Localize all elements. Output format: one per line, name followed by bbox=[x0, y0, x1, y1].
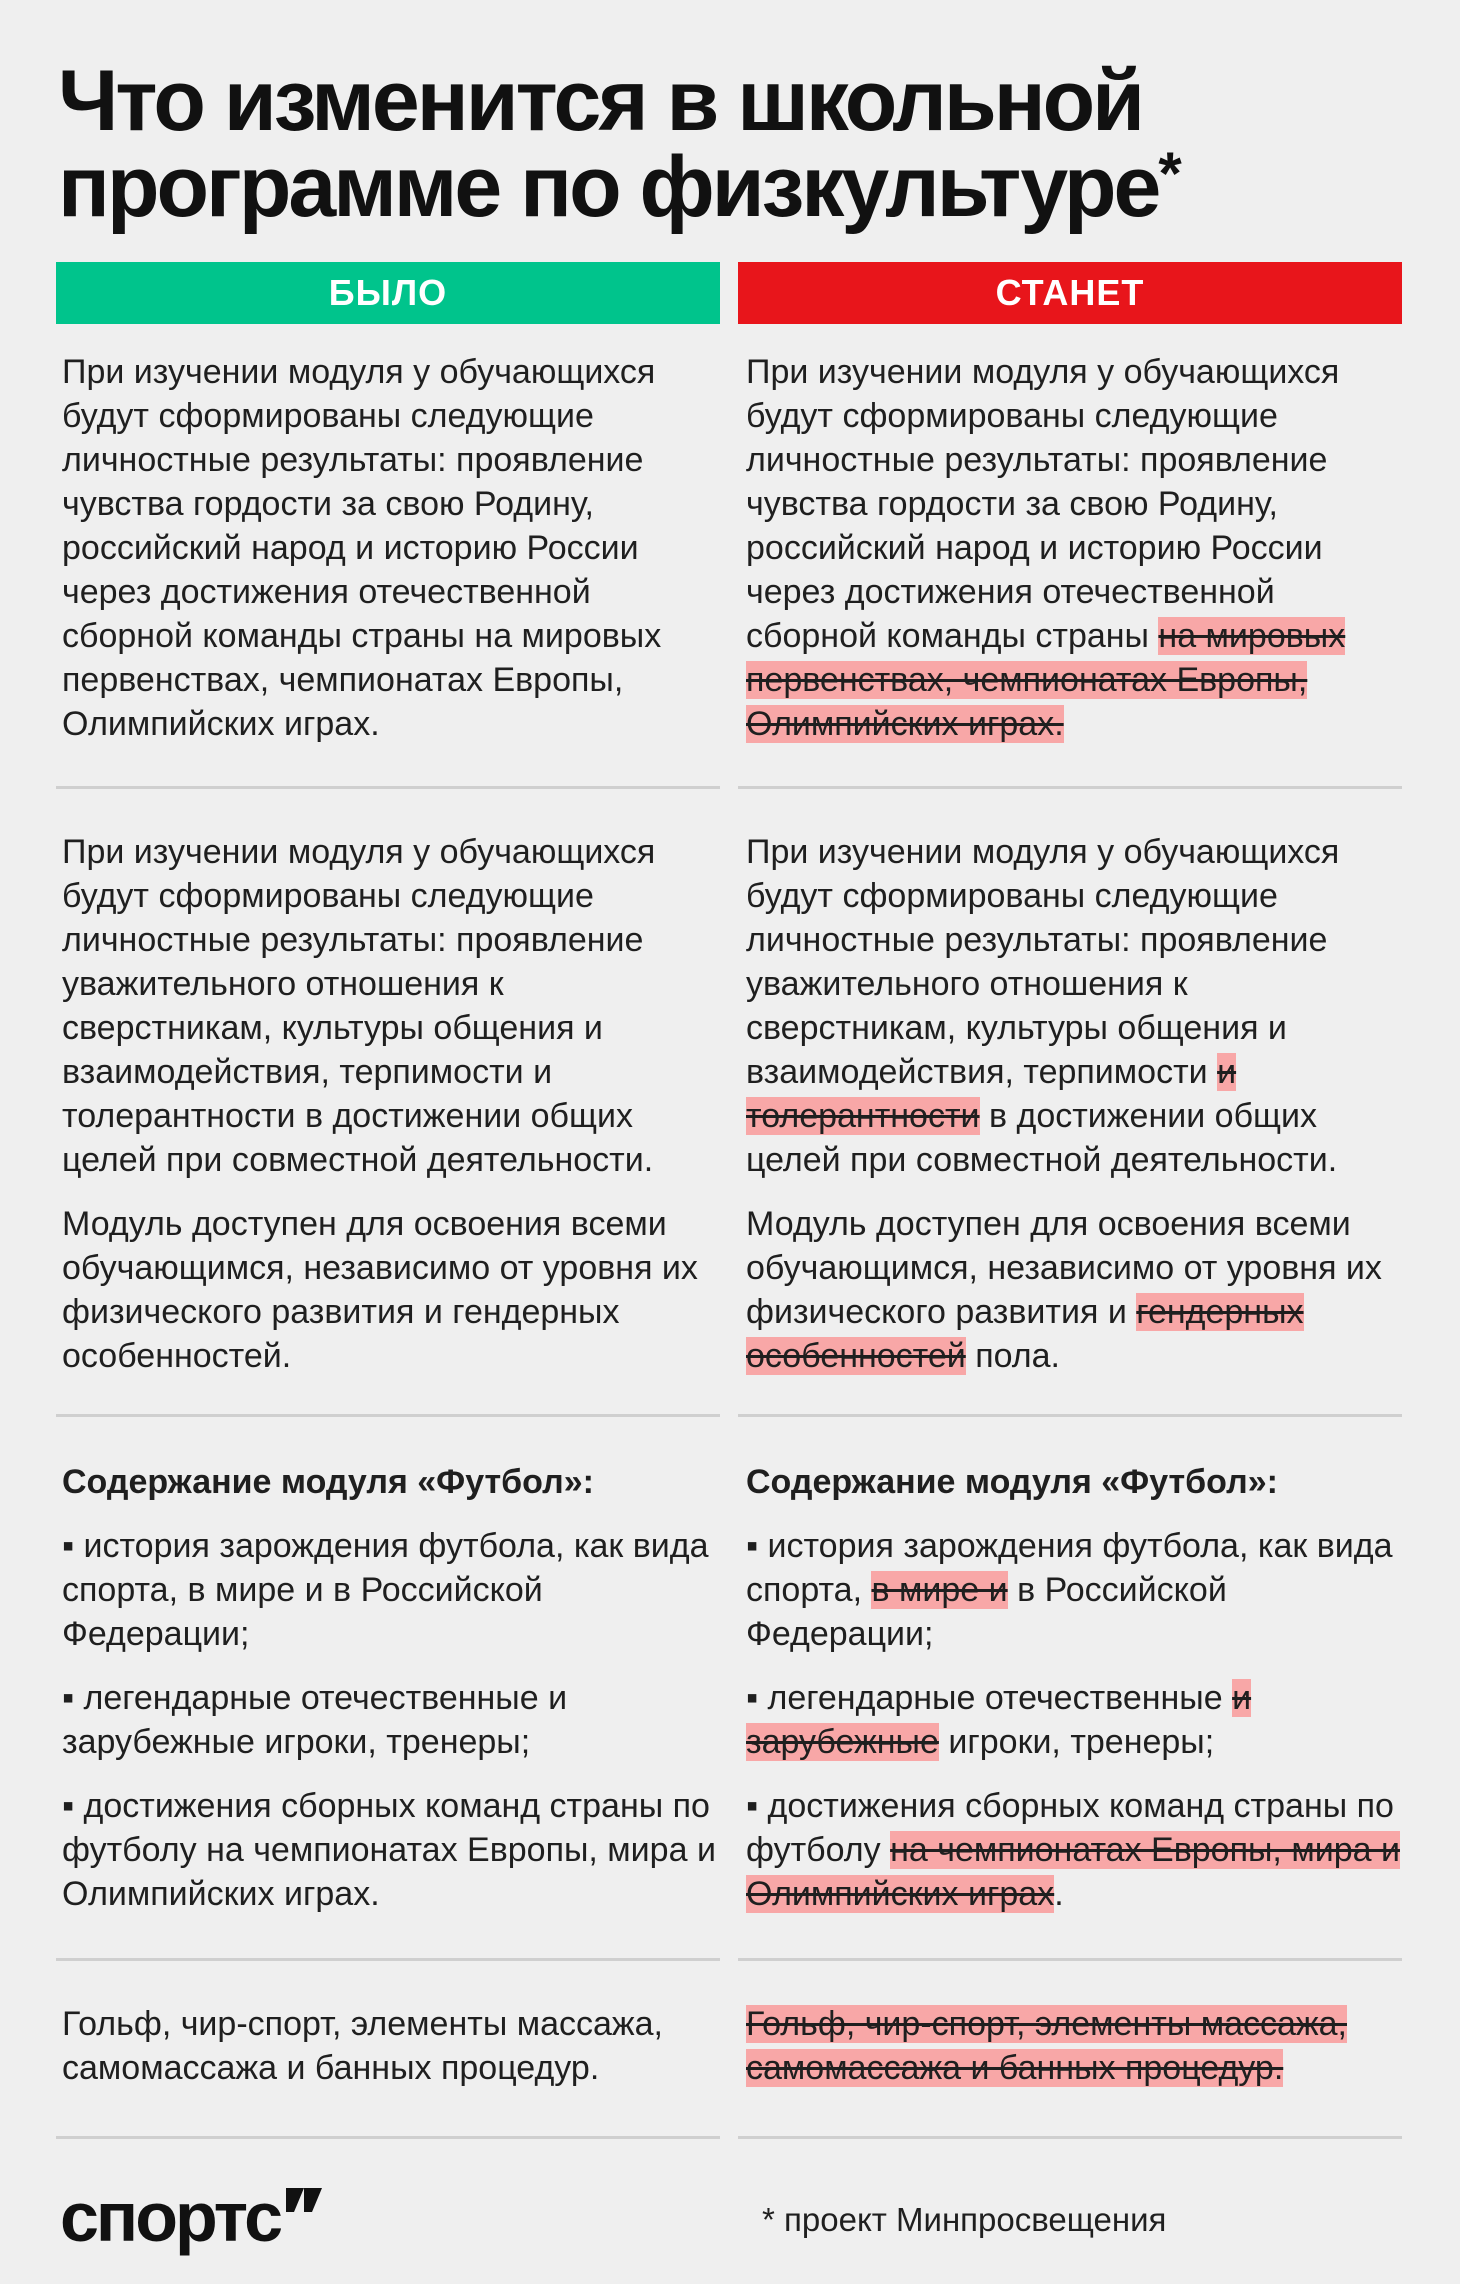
list-item: ▪ история зарождения футбола, как вида спорта, в мире и в Российской Федерации; bbox=[746, 1527, 1393, 1653]
section-4-after bbox=[746, 2002, 1406, 2090]
deleted-text: на чемпионатах Европы, мира и Олимпийских играх bbox=[746, 1831, 1400, 1913]
divider bbox=[738, 1958, 1402, 1961]
module-heading: Содержание модуля «Футбол»: bbox=[62, 1463, 594, 1501]
divider bbox=[738, 2136, 1402, 2139]
page-title bbox=[58, 53, 1438, 235]
logo-quote-icon bbox=[282, 2182, 324, 2226]
divider bbox=[56, 2136, 720, 2139]
deleted-text: Гольф, чир-спорт, элементы массажа, самомассажа и банных процедур. bbox=[746, 2005, 1347, 2087]
divider bbox=[738, 1414, 1402, 1417]
module-heading: Содержание модуля «Футбол»: bbox=[746, 1463, 1278, 1501]
divider bbox=[738, 786, 1402, 789]
paragraph: При изучении модуля у обучающихся будут сформированы следующие личностные результаты: проявление уважительного отношения к сверстникам, культуры общения и взаимодействия, терпимости и толерантности в достижении общих целей при совместной деятельности. bbox=[62, 833, 656, 1179]
list-item: ▪ достижения сборных команд страны по футболу на чемпионатах Европы, мира и Олимпийских играх. bbox=[62, 1787, 716, 1913]
header-after: СТАНЕТ bbox=[738, 262, 1402, 324]
paragraph: При изучении модуля у обучающихся будут сформированы следующие личностные результаты: проявление чувства гордости за свою Родину, российский народ и историю России через достижения отечественной сборной команды страны на мировых первенствах, чемпионатах Европы, Олимпийских играх. bbox=[746, 353, 1346, 743]
paragraph: Модуль доступен для освоения всеми обучающимся, независимо от уровня их физического развития и гендерных особенностей пола. bbox=[746, 1205, 1382, 1375]
list-item: ▪ легендарные отечественные и зарубежные игроки, тренеры; bbox=[62, 1679, 568, 1761]
deleted-text: гендерных особенностей bbox=[746, 1293, 1304, 1375]
paragraph bbox=[746, 2002, 1406, 2090]
deleted-text: и зарубежные bbox=[746, 1679, 1252, 1761]
section-2-before bbox=[62, 830, 722, 1378]
paragraph: Гольф, чир-спорт, элементы массажа, самомассажа и банных процедур. bbox=[62, 2005, 663, 2087]
paragraph: При изучении модуля у обучающихся будут сформированы следующие личностные результаты: проявление уважительного отношения к сверстникам, культуры общения и взаимодействия, терпимости и толерантности в достижении общих целей при совместной деятельности. bbox=[746, 833, 1340, 1179]
divider bbox=[56, 1958, 720, 1961]
section-3-after bbox=[746, 1460, 1406, 1916]
title-asterisk: * bbox=[1158, 140, 1179, 207]
paragraph: Модуль доступен для освоения всеми обучающимся, независимо от уровня их физического развития и гендерных особенностей. bbox=[62, 1205, 698, 1375]
deleted-text: и толерантности bbox=[746, 1053, 1237, 1135]
section-4-before bbox=[62, 2002, 722, 2090]
paragraph: При изучении модуля у обучающихся будут сформированы следующие личностные результаты: проявление чувства гордости за свою Родину, российский народ и историю России через достижения отечественной сборной команды страны на мировых первенствах, чемпионатах Европы, Олимпийских играх. bbox=[62, 353, 662, 743]
sports-logo: спортс bbox=[60, 2182, 324, 2252]
list-item: ▪ достижения сборных команд страны по футболу на чемпионатах Европы, мира и Олимпийских играх. bbox=[746, 1787, 1400, 1913]
divider bbox=[56, 1414, 720, 1417]
list-item: ▪ легендарные отечественные и зарубежные игроки, тренеры; bbox=[746, 1679, 1252, 1761]
list-item: ▪ история зарождения футбола, как вида спорта, в мире и в Российской Федерации; bbox=[62, 1527, 709, 1653]
title-line-2: программе по физкультуре bbox=[58, 139, 1159, 235]
header-before: БЫЛО bbox=[56, 262, 720, 324]
section-3-before bbox=[62, 1460, 722, 1916]
divider bbox=[56, 786, 720, 789]
section-2-after bbox=[746, 830, 1406, 1378]
section-1-after bbox=[746, 350, 1406, 746]
deleted-text: в мире и bbox=[871, 1571, 1008, 1609]
section-1-before bbox=[62, 350, 722, 746]
title-line-1: Что изменится в школьной bbox=[58, 53, 1143, 149]
deleted-text: на мировых первенствах, чемпионатах Европы, Олимпийских играх. bbox=[746, 617, 1346, 743]
footnote: * проект Минпросвещения bbox=[762, 2201, 1167, 2238]
